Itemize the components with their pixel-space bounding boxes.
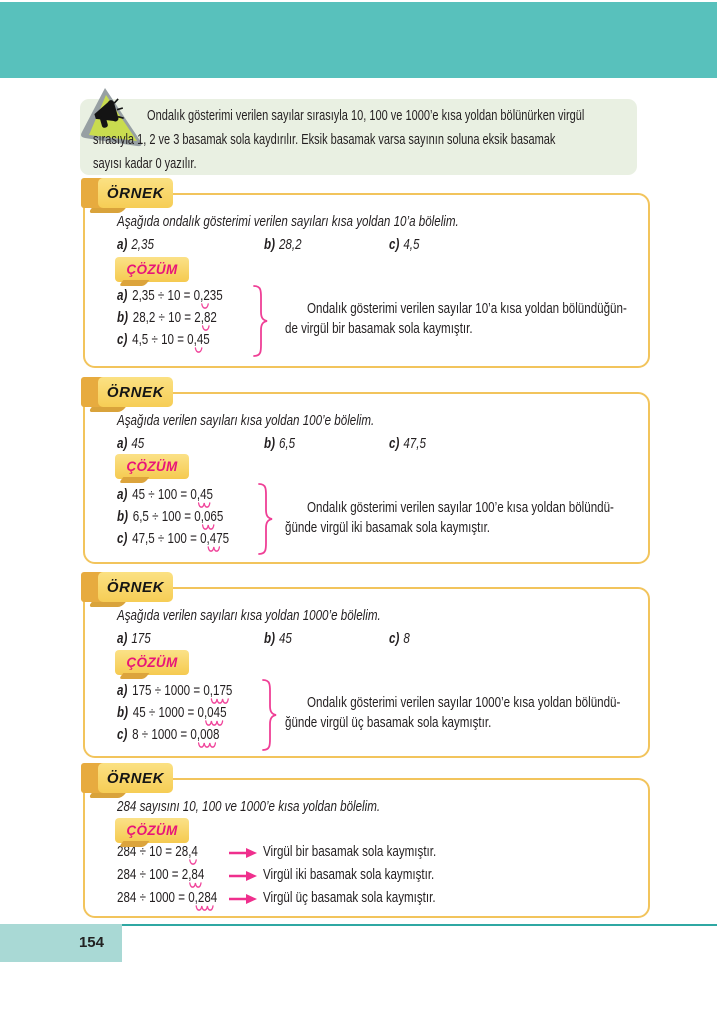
comma-shift-squiggle <box>194 346 204 354</box>
solution-line: c) 47,5 ÷ 100 = 0,475 <box>117 530 257 548</box>
example-intro: Aşağıda verilen sayıları kısa yoldan 1000’e bölelim. <box>117 608 381 624</box>
cozum-tab <box>115 257 189 282</box>
item-c: c) 4,5 <box>389 237 420 253</box>
example-intro: Aşağıda ondalık gösterimi verilen sayıları kısa yoldan 10’a bölelim. <box>117 214 459 230</box>
example-box-1 <box>83 193 650 368</box>
ornek-tab-label: ÖRNEK <box>98 572 173 602</box>
solution-line: b) 28,2 ÷ 10 = 2,82 <box>117 309 242 327</box>
ornek-tab-2 <box>81 377 173 407</box>
solution-row: 284 ÷ 1000 = 0,284 Virgül üç basamak sola kaymıştır. <box>85 889 648 907</box>
solution-line: a) 45 ÷ 100 = 0,45 <box>117 486 237 504</box>
item-a: a) 2,35 <box>117 237 154 253</box>
page-number: 154 <box>0 924 122 962</box>
cozum-tab-label: ÇÖZÜM <box>126 823 178 838</box>
ornek-tab-label: ÖRNEK <box>98 178 173 208</box>
item-c: c) 8 <box>389 631 410 647</box>
right-arrow-icon <box>228 847 258 859</box>
comma-shift-squiggle <box>188 881 203 889</box>
rule-text-line: Ondalık gösterimi verilen sayılar sırasıyla 10, 100 ve 1000’e kısa yoldan bölünürken virgül <box>147 108 585 124</box>
cozum-tab-label: ÇÖZÜM <box>126 262 178 277</box>
comma-shift-squiggle <box>197 741 218 749</box>
ornek-tab-3 <box>81 572 173 602</box>
solution-row: 284 ÷ 10 = 28,4 Virgül bir basamak sola kaymıştır. <box>85 843 648 861</box>
solution-line: b) 45 ÷ 1000 = 0,045 <box>117 704 254 722</box>
example-intro: Aşağıda verilen sayıları kısa yoldan 100’e bölelim. <box>117 413 375 429</box>
right-arrow-icon <box>228 893 258 905</box>
item-b: b) 45 <box>264 631 292 647</box>
solution-line: c) 4,5 ÷ 10 = 0,45 <box>117 331 233 349</box>
solution-note: Ondalık gösterimi verilen sayılar 10’a kısa yoldan bölündüğün- de virgül bir basamak sola kaymıştır. <box>285 301 627 337</box>
item-b: b) 6,5 <box>264 436 296 452</box>
cozum-tab <box>115 818 189 843</box>
solution-line: a) 2,35 ÷ 10 = 0,235 <box>117 287 249 305</box>
solution-row: 284 ÷ 100 = 2,84 Virgül iki basamak sola kaymıştır. <box>85 866 648 884</box>
example-box-4 <box>83 778 650 918</box>
comma-shift-squiggle <box>195 904 216 912</box>
solution-line: b) 6,5 ÷ 100 = 0,065 <box>117 508 250 526</box>
solution-line: a) 175 ÷ 1000 = 0,175 <box>117 682 261 700</box>
ornek-tab-label: ÖRNEK <box>98 763 173 793</box>
ornek-tab-4 <box>81 763 173 793</box>
example-items <box>85 435 648 453</box>
cozum-tab-label: ÇÖZÜM <box>126 459 178 474</box>
item-c: c) 47,5 <box>389 436 426 452</box>
item-b: b) 28,2 <box>264 237 302 253</box>
solution-note: Ondalık gösterimi verilen sayılar 1000’e kısa yoldan bölündü- ğünde virgül üç basamak sola kaymıştır. <box>285 695 621 731</box>
rule-info-box <box>80 99 637 175</box>
rule-text-line: sayısı kadar 0 yazılır. <box>93 156 197 172</box>
grouping-brace <box>252 284 268 358</box>
solution-line: c) 8 ÷ 1000 = 0,008 <box>117 726 245 744</box>
cozum-tab <box>115 454 189 479</box>
example-box-3 <box>83 587 650 758</box>
grouping-brace <box>257 482 273 556</box>
footer-rule <box>120 924 717 926</box>
solution-note: Ondalık gösterimi verilen sayılar 100’e kısa yoldan bölündü- ğünde virgül iki basamak sola kaymıştır. <box>285 500 614 536</box>
item-a: a) 45 <box>117 436 145 452</box>
ornek-tab-1 <box>81 178 173 208</box>
ornek-tab-label: ÖRNEK <box>98 377 173 407</box>
cozum-tab-label: ÇÖZÜM <box>126 655 178 670</box>
grouping-brace <box>261 678 277 752</box>
rule-text <box>93 104 633 176</box>
cozum-tab <box>115 650 189 675</box>
right-arrow-icon <box>228 870 258 882</box>
item-a: a) 175 <box>117 631 151 647</box>
rule-text-line: sırasıyla 1, 2 ve 3 basamak sola kaydırılır. Eksik basamak varsa sayının soluna eksik basamak <box>93 132 556 148</box>
comma-shift-squiggle <box>188 858 198 866</box>
top-teal-bar <box>0 2 717 78</box>
example-items <box>85 236 648 254</box>
example-box-2 <box>83 392 650 564</box>
example-items <box>85 630 648 648</box>
example-intro: 284 sayısını 10, 100 ve 1000’e kısa yoldan bölelim. <box>117 799 381 815</box>
comma-shift-squiggle <box>207 545 222 553</box>
